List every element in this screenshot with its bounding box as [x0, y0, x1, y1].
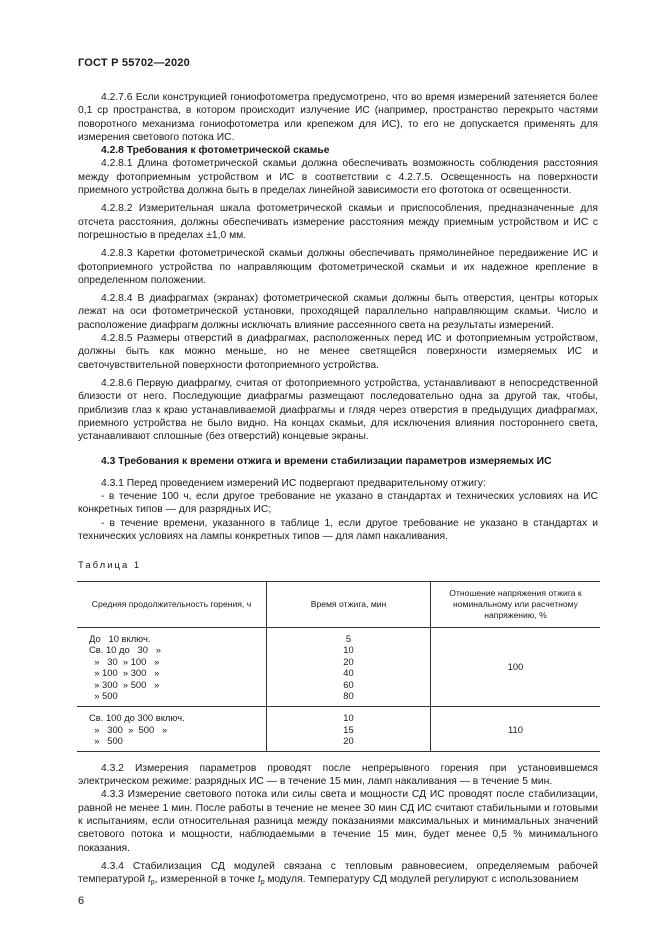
annealing-table	[77, 581, 600, 752]
anneal-time-cell	[267, 627, 431, 707]
anneal-time-cell	[267, 707, 431, 752]
time-item: 20	[343, 735, 354, 747]
subscript-p: р	[260, 879, 265, 887]
text-part: модуля. Температуру СД модулей регулируют с использованием	[264, 874, 579, 886]
duration-item: » 100 » 300 »	[89, 667, 160, 679]
list-item-discharge: - в течение 100 ч, если другое требование не указано в стандартах и технических условиях на ИС конкретных типов — для разрядных ИС;	[78, 491, 598, 516]
paragraph-4-3-1: 4.3.1 Перед проведением измерений ИС подвергают предварительному отжигу:	[101, 477, 486, 489]
voltage-ratio-cell: 110	[431, 707, 601, 752]
time-item: 20	[343, 655, 354, 667]
duration-item: Св. 100 до 300 включ.	[89, 712, 185, 724]
duration-item: Св. 10 до 30 »	[89, 644, 161, 656]
standard-header: ГОСТ Р 55702—2020	[78, 57, 190, 69]
paragraph-4-2-8-4: 4.2.8.4 В диафрагмах (экранах) фотометрической скамьи должны быть отверстия, центры которых лежат на оси фотометрической установки, проходящей параллельно направляющим скамьи. Число и расположение диафрагм должны исключать влияние рассеянного света на результаты измерений.	[78, 293, 598, 331]
paragraph-4-2-8-3: 4.2.8.3 Каретки фотометрической скамьи должны обеспечивать прямолинейное передвижение ИС и фотоприемного устройства по направляющим фотометрической скамьи и их надежное крепление в определенном положении.	[78, 248, 598, 286]
duration-item: До 10 включ.	[89, 632, 151, 644]
heading-text: 4.3 Требования к времени отжига и времени стабилизации параметров измеряемых ИС	[101, 456, 552, 468]
table-header-row	[77, 581, 600, 627]
header-anneal-time: Время отжига, мин	[267, 581, 431, 627]
paragraph-4-3-3: 4.3.3 Измерение светового потока или силы света и мощности СД ИС проводят после стабилизации, равной не менее 1 мин. После работы в течение не менее 30 мин СД ИС считают стабильными и готовыми к испытаниям, если относительная разница между показаниями максимальных и минимальных значений светового потока и мощности, наблюдаемыми в течение 15 мин, будет менее 0,5 % минимального показания.	[78, 789, 598, 854]
time-item: 10	[343, 712, 354, 724]
time-item: 40	[343, 667, 354, 679]
table-caption: Таблица 1	[78, 560, 142, 572]
time-item: 80	[343, 690, 354, 702]
page-number: 6	[78, 895, 85, 907]
document-body	[78, 91, 598, 887]
subscript-p: р	[150, 879, 155, 887]
time-item: 60	[343, 678, 354, 690]
text-part: 4.3.4 Стабилизация СД модулей связана с тепловым равновесием, определяемым рабочей температурой	[78, 860, 598, 886]
duration-item: » 500	[89, 735, 123, 747]
paragraph-4-2-8-6: 4.2.8.6 Первую диафрагму, считая от фотоприемного устройства, устанавливают в непосредственной близости от него. Последующие диафрагмы размещают последовательно одна за другой так, чтобы, приблизив глаз к краю устанавливаемой диафрагмы и глядя через отверстия в предыдущих диафрагмах, приемного устройства не было видно. На концах скамьи, для исключения влияния постороннего света, устанавливают сплошные (без отверстий) концевые экраны.	[78, 377, 598, 443]
time-item: 5	[345, 632, 352, 644]
text-part: , измеренной в точке	[154, 874, 258, 886]
section-heading-4-3	[78, 455, 598, 468]
list-item-incandescent: - в течение времени, указанного в таблице 1, если другое требование не указано в стандартах и технических условиях на лампы конкретных типов — для ламп накаливания.	[78, 517, 598, 542]
time-item: 15	[343, 723, 354, 735]
duration-item: » 300 » 500 »	[89, 678, 160, 690]
header-voltage-ratio: Отношение напряжения отжига к номинальному или расчетному напряжению, %	[431, 581, 601, 627]
voltage-ratio-cell: 100	[431, 627, 601, 707]
header-duration: Средняя продолжительность горения, ч	[77, 581, 267, 627]
paragraph-4-2-8-5: 4.2.8.5 Размеры отверстий в диафрагмах, расположенных перед ИС и фотоприемным устройством, должны быть как можно меньше, но не менее светящейся поверхности измеряемых ИС и светочувствительной поверхности фотоприемного устройства.	[78, 333, 598, 371]
symbol-t: t	[257, 874, 261, 886]
table-row-group-2	[77, 707, 600, 752]
paragraph-4-2-8-2: 4.2.8.2 Измерительная шкала фотометрической скамьи и приспособления, предназначенные для отсчета расстояния, должны обеспечивать измерение расстояния между приемным устройством и ИС с погрешностью в пределах ±1,0 мм.	[78, 203, 598, 241]
duration-item: » 30 » 100 »	[89, 655, 160, 667]
duration-cell	[77, 627, 267, 707]
duration-item: » 300 » 500 »	[89, 723, 168, 735]
table-row-group-1	[77, 627, 600, 707]
paragraph-4-2-7-6: 4.2.7.6 Если конструкцией гониофотометра предусмотрено, что во время измерений затеняется более 0,1 ср пространства, в котором происходит излучение ИС (например, пространство перекрыто частями поворотного механизма гониофотометра или крепежом для ИС), то его не допускается применять для измерения светового потока ИС.	[78, 92, 598, 143]
duration-cell	[77, 707, 267, 752]
duration-item: » 500	[89, 690, 118, 702]
heading-text: 4.2.8 Требования к фотометрической скамье	[101, 145, 330, 157]
paragraph-4-2-8-1: 4.2.8.1 Длина фотометрической скамьи должна обеспечивать возможность соблюдения расстояния между фотоприемным устройством и ИС в соответствии с 4.2.7.5. Освещенность на поверхности приемного устройства должна быть в пределах линейной зависимости его фототока от освещенности.	[78, 158, 598, 197]
time-item: 10	[343, 644, 354, 656]
symbol-t: t	[147, 874, 151, 886]
paragraph-4-3-4	[78, 860, 598, 887]
section-heading-4-2-8	[78, 144, 598, 157]
paragraph-4-3-2: 4.3.2 Измерения параметров проводят после непрерывного горения при установившемся электрическом режиме: разрядных ИС — в течение 15 мин, ламп накаливания — в течение 5 мин.	[78, 762, 598, 788]
